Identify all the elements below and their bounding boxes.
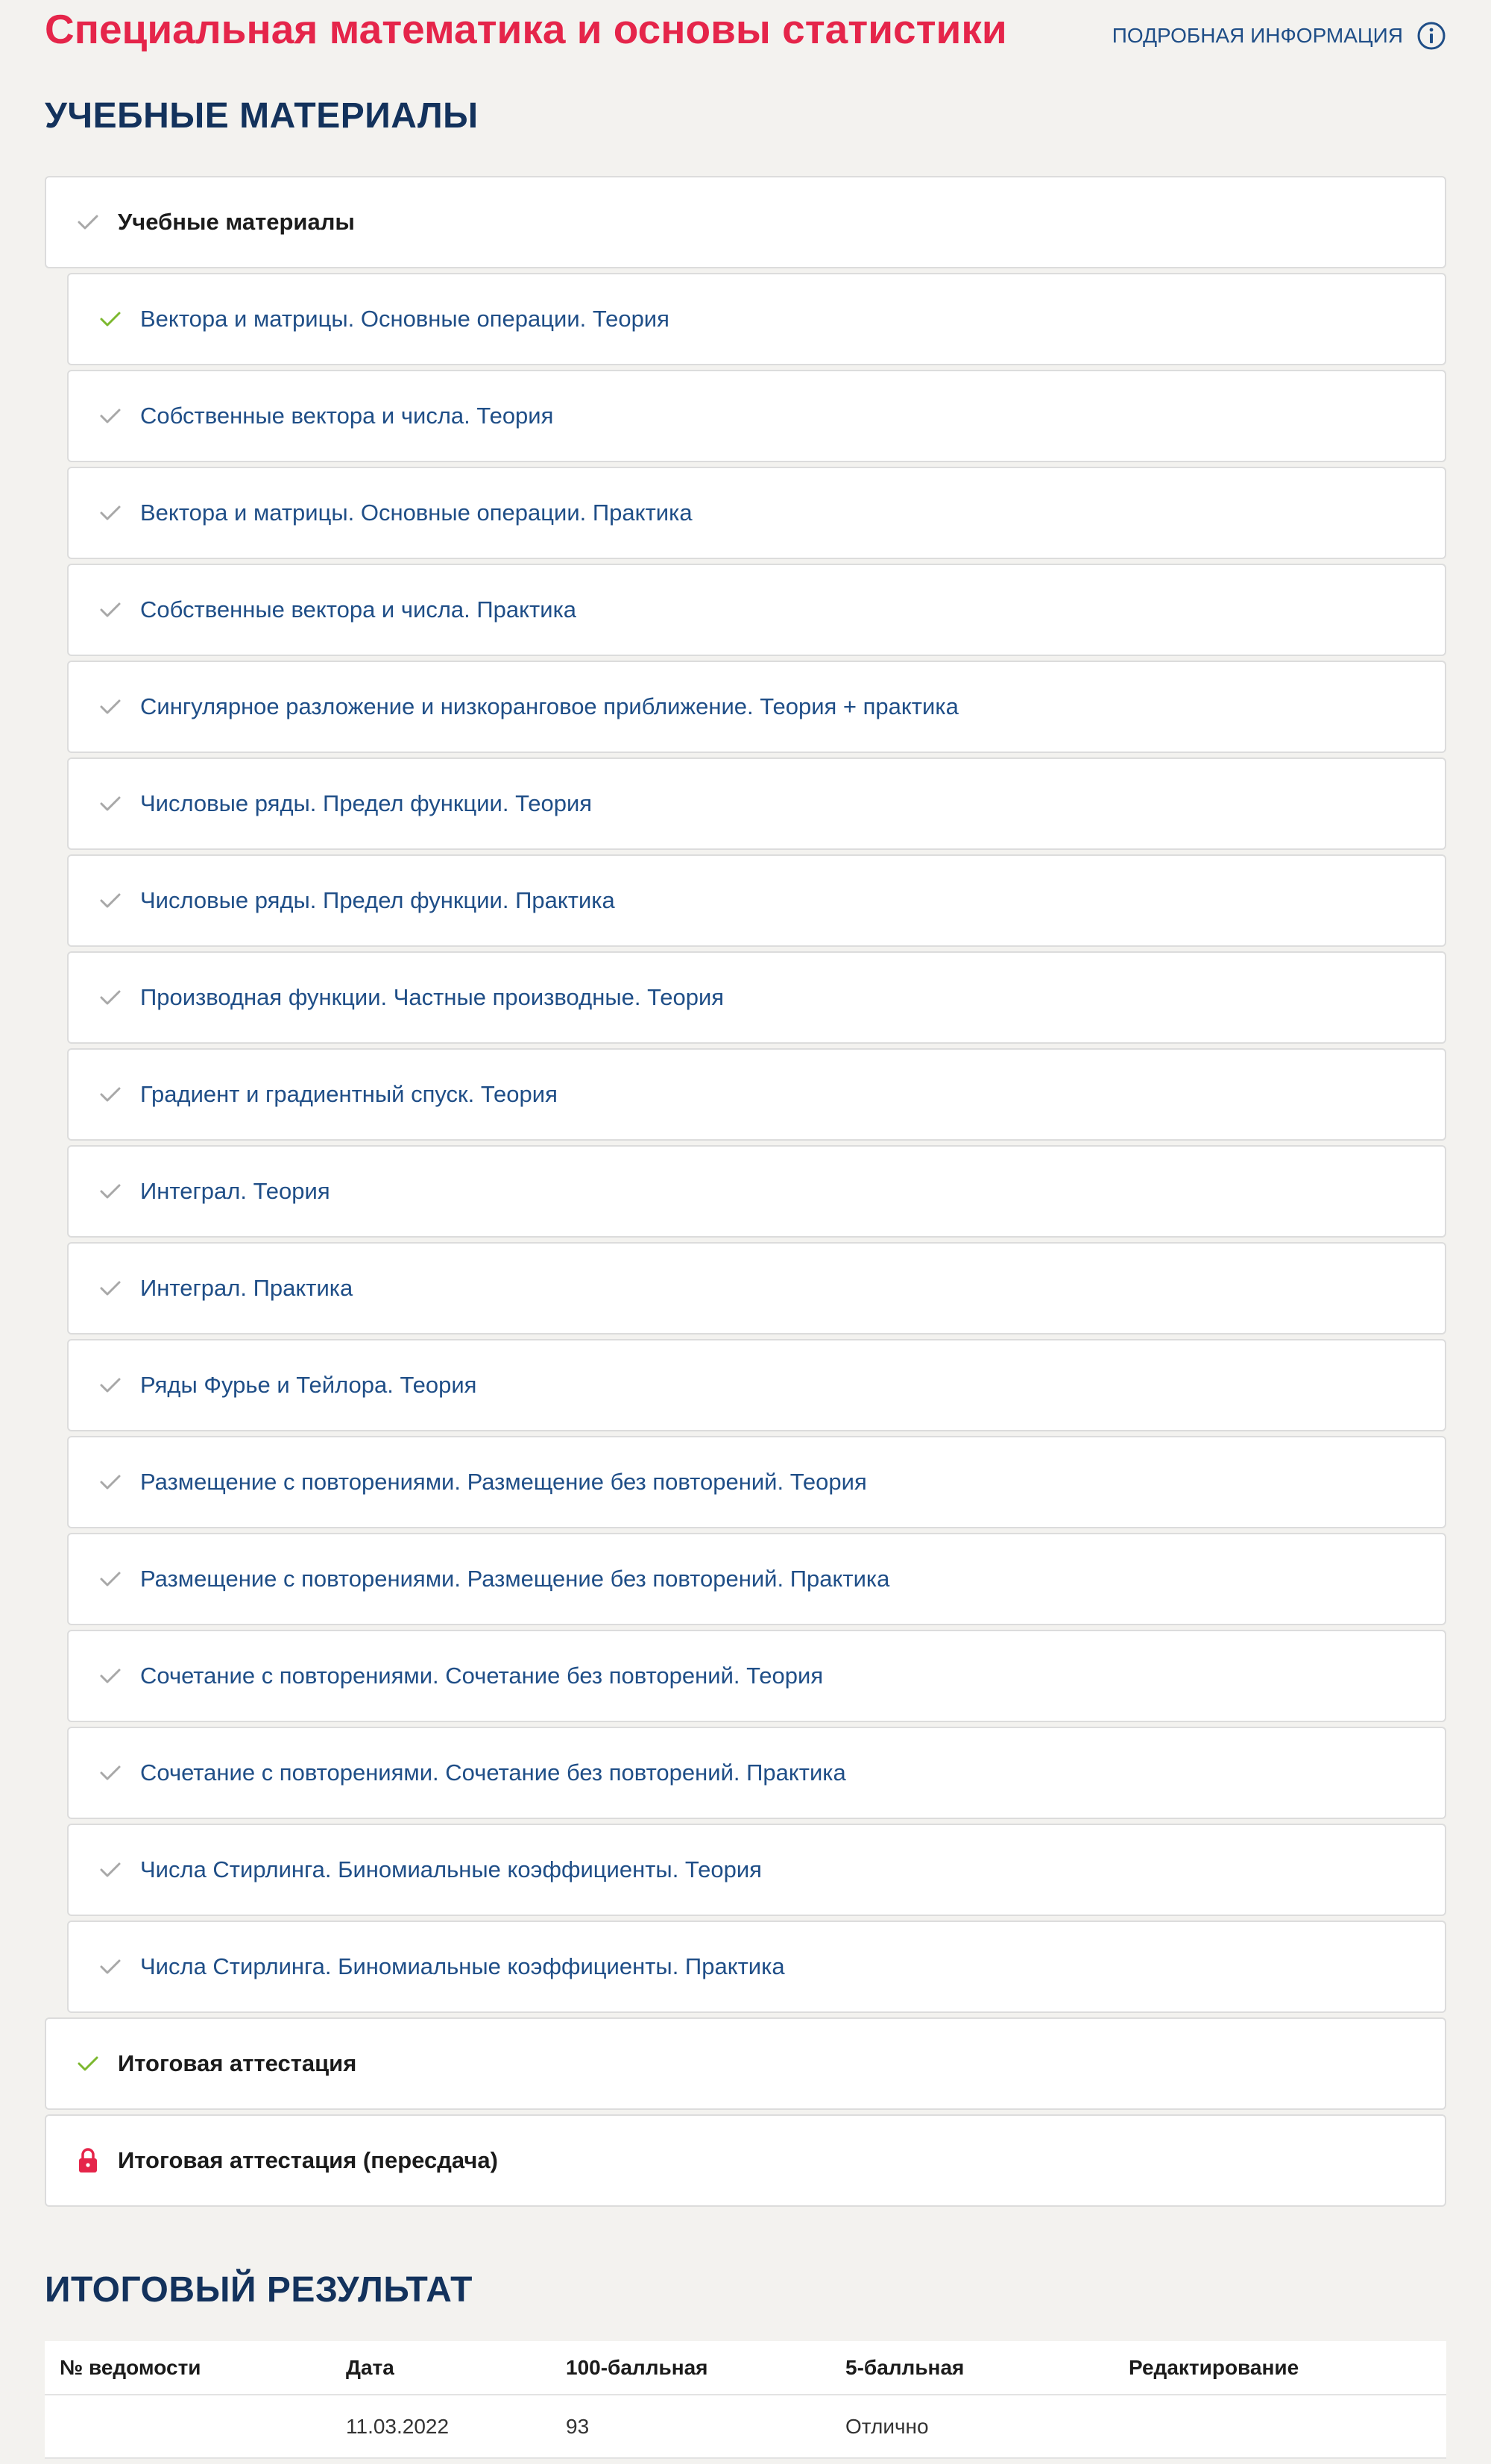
material-item-label: Размещение с повторениями. Размещение без повторений. Практика bbox=[140, 1566, 890, 1592]
final-attestation-item[interactable] bbox=[45, 2017, 1446, 2110]
material-item[interactable] bbox=[67, 951, 1446, 1044]
column-header-score-5: 5-балльная bbox=[830, 2341, 1114, 2395]
table-row bbox=[45, 2395, 1446, 2458]
check-icon bbox=[95, 983, 125, 1012]
material-item[interactable] bbox=[67, 467, 1446, 559]
details-link-label: ПОДРОБНАЯ ИНФОРМАЦИЯ bbox=[1112, 24, 1403, 47]
material-item-label: Сочетание с повторениями. Сочетание без повторений. Практика bbox=[140, 1759, 846, 1786]
cell-score-5: Отлично bbox=[830, 2395, 1114, 2458]
material-item[interactable] bbox=[67, 1242, 1446, 1335]
material-item-label: Интеграл. Практика bbox=[140, 1275, 353, 1301]
details-link[interactable] bbox=[1112, 19, 1446, 52]
material-item-label: Числа Стирлинга. Биномиальные коэффициенты. Теория bbox=[140, 1856, 762, 1882]
check-icon bbox=[95, 1758, 125, 1788]
materials-list bbox=[45, 176, 1446, 2211]
results-section-title: ИТОГОВЫЙ РЕЗУЛЬТАТ bbox=[45, 2270, 473, 2310]
material-item[interactable] bbox=[67, 1533, 1446, 1625]
material-item[interactable] bbox=[67, 564, 1446, 656]
material-item-label: Числа Стирлинга. Биномиальные коэффициенты. Практика bbox=[140, 1953, 785, 1979]
check-icon bbox=[73, 207, 103, 237]
check-icon bbox=[95, 595, 125, 625]
check-icon bbox=[95, 401, 125, 431]
check-icon bbox=[95, 789, 125, 819]
check-icon bbox=[95, 1661, 125, 1691]
retake-attestation-item-label: Итоговая аттестация (пересдача) bbox=[118, 2147, 498, 2173]
final-attestation-item-label: Итоговая аттестация bbox=[118, 2050, 357, 2076]
check-icon bbox=[95, 1176, 125, 1206]
course-title: Специальная математика и основы статистики bbox=[45, 6, 1007, 52]
check-icon bbox=[95, 1080, 125, 1109]
material-item[interactable] bbox=[67, 1727, 1446, 1819]
results-header-row bbox=[45, 2341, 1446, 2395]
retake-attestation-item[interactable] bbox=[45, 2114, 1446, 2207]
check-icon bbox=[95, 498, 125, 528]
cell-number bbox=[45, 2395, 331, 2458]
results-table bbox=[45, 2341, 1446, 2459]
check-icon bbox=[95, 1952, 125, 1982]
material-item-label: Собственные вектора и числа. Практика bbox=[140, 596, 577, 623]
material-item[interactable] bbox=[67, 1339, 1446, 1431]
check-icon bbox=[95, 1564, 125, 1594]
column-header-score-100: 100-балльная bbox=[551, 2341, 830, 2395]
materials-group-label: Учебные материалы bbox=[118, 209, 355, 235]
material-item-label: Вектора и матрицы. Основные операции. Теория bbox=[140, 306, 669, 332]
material-item-label: Сочетание с повторениями. Сочетание без повторений. Теория bbox=[140, 1663, 824, 1689]
check-icon bbox=[95, 1855, 125, 1885]
material-item-label: Ряды Фурье и Тейлора. Теория bbox=[140, 1372, 477, 1398]
material-item[interactable] bbox=[67, 273, 1446, 365]
material-item[interactable] bbox=[67, 1048, 1446, 1141]
course-header bbox=[45, 0, 1446, 67]
material-item-label: Числовые ряды. Предел функции. Практика bbox=[140, 887, 615, 913]
check-icon bbox=[95, 886, 125, 916]
check-icon bbox=[95, 692, 125, 722]
lock-icon bbox=[73, 2146, 103, 2175]
column-header-edit: Редактирование bbox=[1114, 2341, 1446, 2395]
check-icon bbox=[73, 2049, 103, 2079]
material-item-label: Сингулярное разложение и низкоранговое приближение. Теория + практика bbox=[140, 693, 959, 719]
material-item[interactable] bbox=[67, 370, 1446, 462]
material-item-label: Размещение с повторениями. Размещение без повторений. Теория bbox=[140, 1469, 867, 1495]
material-item-label: Производная функции. Частные производные. Теория bbox=[140, 984, 725, 1010]
material-item[interactable] bbox=[67, 1630, 1446, 1722]
materials-group-header[interactable] bbox=[45, 176, 1446, 268]
cell-score-100: 93 bbox=[551, 2395, 830, 2458]
info-icon bbox=[1416, 21, 1446, 51]
material-item[interactable] bbox=[67, 1824, 1446, 1916]
material-item-label: Интеграл. Теория bbox=[140, 1178, 330, 1204]
check-icon bbox=[95, 304, 125, 334]
material-item-label: Градиент и градиентный спуск. Теория bbox=[140, 1081, 558, 1107]
material-item-label: Собственные вектора и числа. Теория bbox=[140, 403, 554, 429]
material-item[interactable] bbox=[67, 1436, 1446, 1528]
material-item-label: Числовые ряды. Предел функции. Теория bbox=[140, 790, 593, 816]
check-icon bbox=[95, 1370, 125, 1400]
material-item[interactable] bbox=[67, 854, 1446, 947]
check-icon bbox=[95, 1273, 125, 1303]
materials-section-title: УЧЕБНЫЕ МАТЕРИАЛЫ bbox=[45, 96, 479, 136]
cell-date: 11.03.2022 bbox=[331, 2395, 551, 2458]
material-item[interactable] bbox=[67, 757, 1446, 850]
cell-edit bbox=[1114, 2395, 1446, 2458]
material-item-label: Вектора и матрицы. Основные операции. Практика bbox=[140, 500, 693, 526]
check-icon bbox=[95, 1467, 125, 1497]
material-item[interactable] bbox=[67, 661, 1446, 753]
column-header-date: Дата bbox=[331, 2341, 551, 2395]
material-item[interactable] bbox=[67, 1921, 1446, 2013]
material-item[interactable] bbox=[67, 1145, 1446, 1238]
column-header-number: № ведомости bbox=[45, 2341, 331, 2395]
